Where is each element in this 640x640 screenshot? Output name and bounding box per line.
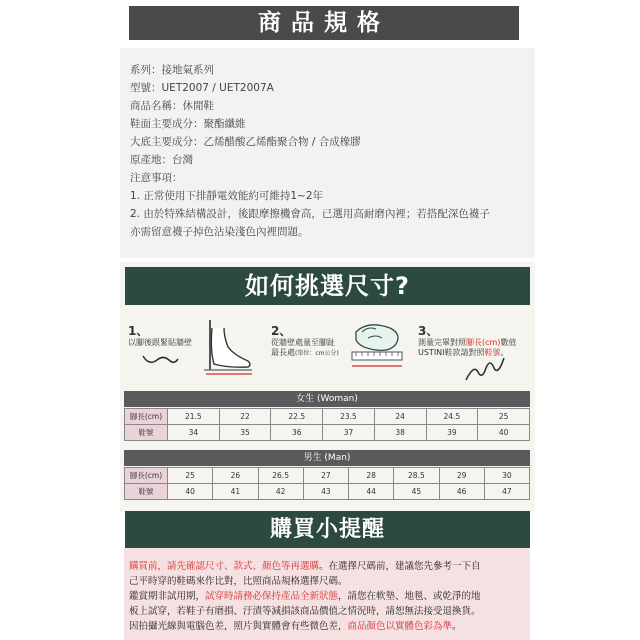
tips-title: 購買小提醒 [125, 511, 530, 548]
table-row [125, 425, 530, 441]
spec-model: 型號：UET2007 / UET2007A [130, 82, 274, 94]
step3-text-e: 鞋號 [484, 348, 501, 357]
tip-line-3 [129, 588, 481, 602]
women-length-cell: 24.5 [426, 409, 478, 425]
tip-line-1 [129, 558, 481, 572]
women-length-cell: 21.5 [168, 409, 220, 425]
men-length-cell: 29 [439, 468, 484, 484]
women-length-cell: 23.5 [323, 409, 375, 425]
tip-line-1-red: 購買前，請先確認尺寸、款式、顏色等再選購 [129, 561, 320, 572]
women-size-cell: 36 [271, 425, 323, 441]
men-length-cell: 26 [213, 468, 258, 484]
women-size-cell: 34 [168, 425, 220, 441]
size-guide-title: 如何挑選尺寸? [125, 267, 530, 305]
step2-text-a: 從牆壁處量至腳趾 [271, 338, 335, 347]
tip-line-5-a: 因拍攝光線與電腦色差，照片與實體會有些微色差， [129, 621, 348, 632]
men-size-cell: 47 [484, 484, 529, 500]
step3-text-a: 測量完畢對照 [418, 338, 466, 347]
spec-upper: 鞋面主要成分：聚酯纖維 [130, 118, 246, 130]
step1-text: 以腳後跟緊貼牆壁 [128, 338, 192, 347]
men-length-cell: 25 [168, 468, 213, 484]
women-size-table [124, 408, 530, 441]
step2-number: 2、 [271, 324, 292, 338]
step1-number: 1、 [128, 324, 149, 338]
men-size-cell: 46 [439, 484, 484, 500]
men-length-cell: 27 [303, 468, 348, 484]
men-size-cell: 42 [258, 484, 303, 500]
step3-text-c: 數值 [500, 338, 517, 347]
sock-icon [140, 348, 180, 368]
women-length-cell: 24 [374, 409, 426, 425]
tip-line-2: 己平時穿的鞋碼來作比對，比照商品規格選擇尺碼。 [129, 576, 348, 587]
men-length-cell: 26.5 [258, 468, 303, 484]
spec-series: 系列：接地氣系列 [130, 64, 214, 76]
spec-name: 商品名稱：休閒鞋 [130, 100, 214, 112]
men-size-label: 鞋號 [125, 484, 168, 500]
tip-line-3-a: 鑑賞期非試用期， [129, 591, 206, 602]
tip-line-5-b: 。 [452, 621, 462, 632]
tip-line-5 [129, 618, 462, 632]
men-size-cell: 43 [303, 484, 348, 500]
tip-line-1-rest: 。在選擇尺碼前，建議您先參考一下自 [319, 561, 481, 572]
foot-measure-icon [346, 318, 406, 372]
foot-against-wall-icon [198, 318, 254, 376]
step3-text-b: 腳長(cm) [466, 338, 501, 347]
spec-title: 商品規格 [129, 6, 519, 40]
men-size-cell: 44 [349, 484, 394, 500]
step3-row1 [418, 338, 516, 348]
step3-text-d: USTINI鞋款請對照 [418, 348, 485, 357]
spec-note-2: 2. 由於特殊結構設計，後跟摩擦機會高，已選用高耐磨內裡；若搭配深色襪子 [130, 208, 490, 220]
women-size-cell: 40 [478, 425, 530, 441]
spec-note-2-cont: 亦需留意襪子掉色沾染淺色內裡問題。 [130, 226, 309, 238]
women-size-cell: 39 [426, 425, 478, 441]
men-length-cell: 30 [484, 468, 529, 484]
tip-line-4: 板上試穿，若鞋子有磨損、汙漬等減損該商品價值之情況時，請恕無法接受退換貨。 [129, 606, 481, 617]
women-length-cell: 25 [478, 409, 530, 425]
women-length-cell: 22.5 [271, 409, 323, 425]
step3-text-f: 。 [500, 348, 509, 357]
step2-text-b-row [271, 348, 339, 359]
step2-unit: (單位：cm公分) [295, 350, 339, 357]
spec-sole: 大底主要成分：乙烯醋酸乙烯酯聚合物 / 合成橡膠 [130, 136, 361, 148]
step3-number: 3、 [418, 324, 439, 338]
table-row [125, 409, 530, 425]
men-length-cell: 28.5 [394, 468, 439, 484]
women-size-cell: 38 [374, 425, 426, 441]
table-row [125, 468, 530, 484]
table-row [125, 484, 530, 500]
men-size-cell: 40 [168, 484, 213, 500]
women-table-title: 女生 (Woman) [124, 391, 530, 407]
men-length-label: 腳長(cm) [125, 468, 168, 484]
men-table-title: 男生 (Man) [124, 450, 530, 466]
women-length-label: 腳長(cm) [125, 409, 168, 425]
men-length-cell: 28 [349, 468, 394, 484]
handwriting-icon [460, 356, 510, 386]
men-size-cell: 45 [394, 484, 439, 500]
men-size-cell: 41 [213, 484, 258, 500]
step2-text-b: 最長處 [271, 348, 295, 357]
women-length-cell: 22 [219, 409, 271, 425]
women-size-cell: 37 [323, 425, 375, 441]
women-size-label: 鞋號 [125, 425, 168, 441]
tip-line-5-red: 商品顏色以實體色彩為準 [347, 621, 453, 632]
spec-origin: 原產地：台灣 [130, 154, 193, 166]
men-size-table [124, 467, 530, 500]
spec-notes-heading: 注意事項： [130, 172, 183, 184]
women-size-cell: 35 [219, 425, 271, 441]
spec-note-1: 1. 正常使用下排靜電效能約可維持1~2年 [130, 190, 324, 202]
tip-line-3-red: 試穿時請務必保持產品全新狀態 [205, 591, 339, 602]
tip-line-3-b: ，請您在軟墊、地毯、或乾淨的地 [338, 591, 481, 602]
